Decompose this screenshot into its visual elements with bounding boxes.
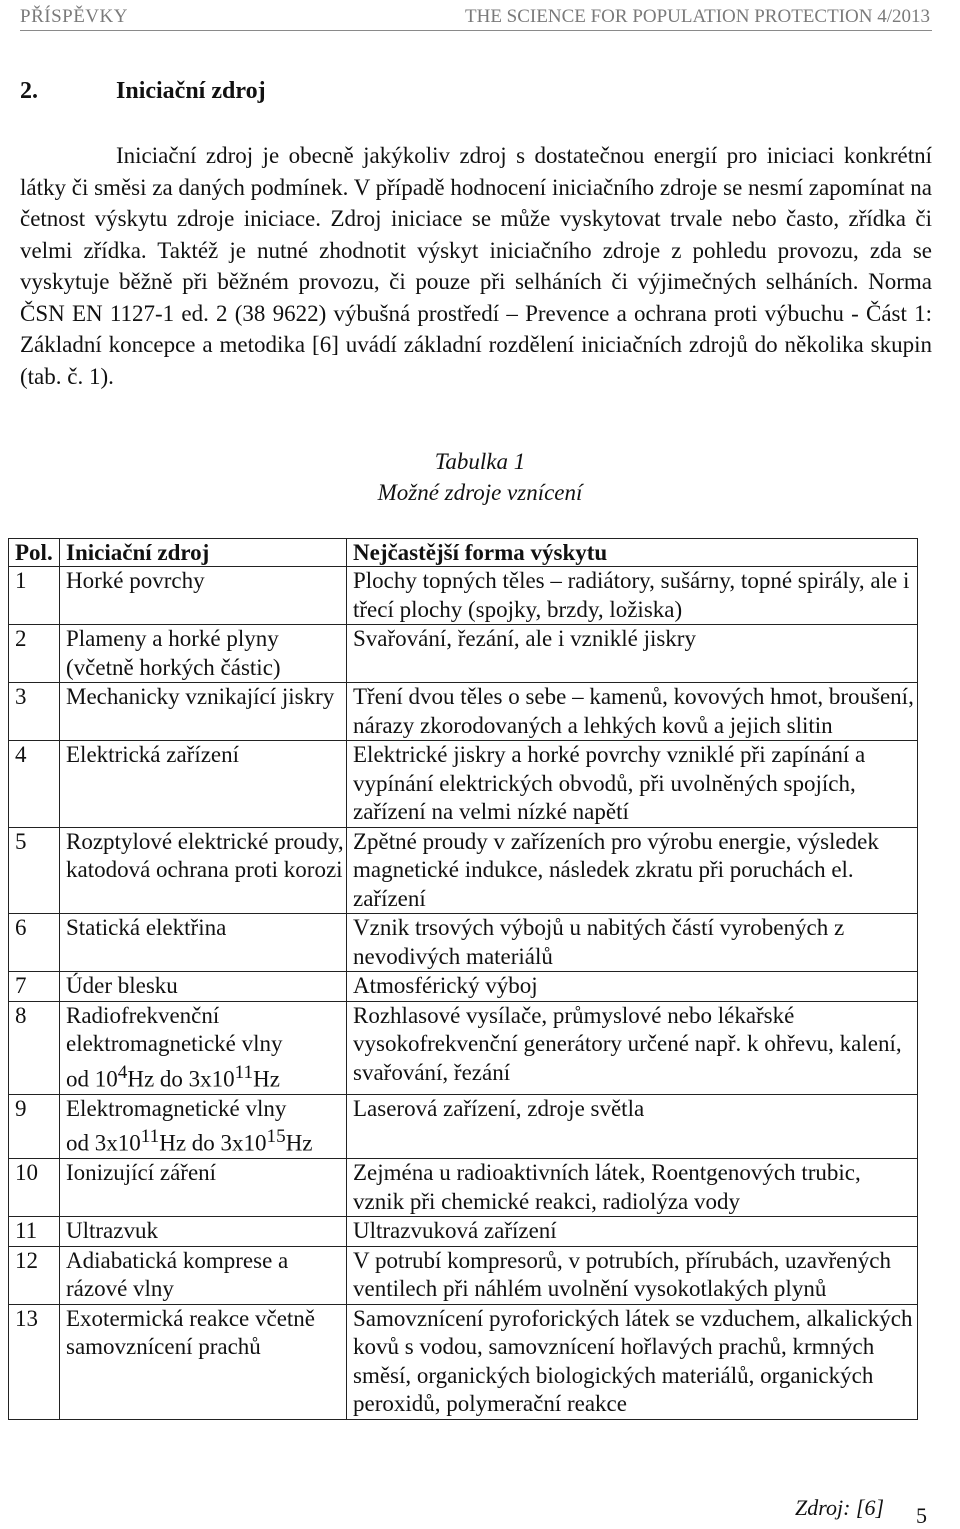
range-prefix: od 3x10 [66,1130,141,1156]
row-form: Elektrické jiskry a horké povrchy vzniklé při zapínání a vypínání elektrických obvodů, při uvolněných spojích, zařízení na velmi nízké napětí [347,741,918,828]
row-source: Ultrazvuk [60,1217,347,1247]
range-prefix: od 10 [66,1066,118,1092]
range-suffix: Hz [253,1066,280,1092]
table-row [9,625,918,683]
row-form: Atmosférický výboj [347,972,918,1002]
row-source: Exotermická reakce včetně samovznícení prachů [60,1304,347,1419]
row-source: Horké povrchy [60,567,347,625]
row-form: Vznik trsových výbojů u nabitých částí vyrobených z nevodivých materiálů [347,914,918,972]
row-position: 2 [9,625,60,683]
table-row [9,972,918,1002]
table-row [9,1217,918,1247]
table-row [9,741,918,828]
row-position: 9 [9,1094,60,1159]
table-row [9,1001,918,1094]
table-number-caption: Tabulka 1 [434,449,526,474]
range-suffix: Hz [285,1130,313,1156]
body-paragraph [20,140,932,392]
source-line: Elektromagnetické vlny [66,1095,287,1121]
frequency-range [66,1123,346,1158]
header-journal-title: THE SCIENCE FOR POPULATION PROTECTION 4/2013 [465,6,930,27]
row-form: Svařování, řezání, ale i vzniklé jiskry [347,625,918,683]
row-position: 4 [9,741,60,828]
running-header [20,4,930,28]
range-middle: Hz do 3x10 [127,1066,235,1092]
row-form: Zpětné proudy v zařízeních pro výrobu energie, výsledek magnetické indukce, následek zkratu při poruchách el. zařízení [347,827,918,914]
row-source [60,1001,347,1094]
row-position: 7 [9,972,60,1002]
row-source: Adiabatická komprese a rázové vlny [60,1246,347,1304]
row-position: 10 [9,1159,60,1217]
row-form: Zejména u radioaktivních látek, Roentgenových trubic, vznik při chemické reakci, radiolýza vody [347,1159,918,1217]
row-source: Plameny a horké plyny (včetně horkých částic) [60,625,347,683]
table-row [9,1094,918,1159]
row-form: Tření dvou těles o sebe – kamenů, kovových hmot, broušení, nárazy zkorodovaných a lehkých kovů a jejich slitin [347,683,918,741]
header-ignition-source: Iniciační zdroj [60,539,347,567]
row-form: Plochy topných těles – radiátory, sušárny, topné spirály, ale i třecí plochy (spojky, brzdy, ložiska) [347,567,918,625]
row-source: Elektrická zařízení [60,741,347,828]
range-exponent: 15 [266,1126,286,1148]
row-source: Úder blesku [60,972,347,1002]
table-row [9,1159,918,1217]
table-row [9,914,918,972]
row-form: V potrubí kompresorů, v potrubích, přírubách, uzavřených ventilech při náhlém uvolnění vysokotlakých plynů [347,1246,918,1304]
row-source: Rozptylové elektrické proudy, katodová ochrana proti korozi [60,827,347,914]
source-line: elektromagnetické vlny [66,1031,283,1056]
table-source-note: Zdroj: [6] [795,1495,885,1520]
row-form: Rozhlasové vysílače, průmyslové nebo lékařské vysokofrekvenční generátory určené např. k ohřevu, kalení, svařování, řezání [347,1001,918,1094]
page-number: 5 [916,1503,927,1528]
section-heading [20,78,266,105]
header-section-label: PŘÍSPĚVKY [20,6,128,27]
section-title: Iniciační zdroj [116,78,266,104]
section-number: 2. [20,78,38,104]
frequency-range [66,1059,346,1094]
row-position: 12 [9,1246,60,1304]
ignition-sources-table [8,538,918,1420]
table-row [9,1304,918,1419]
header-position: Pol. [9,539,60,567]
table-row [9,567,918,625]
range-exponent: 11 [140,1126,160,1148]
range-exponent: 4 [117,1061,128,1083]
row-position: 1 [9,567,60,625]
table-row [9,827,918,914]
row-form: Laserová zařízení, zdroje světla [347,1094,918,1159]
row-form: Samovznícení pyroforických látek se vzduchem, alkalických kovů s vodou, samovznícení hořlavých prachů, krmných směsí, organických biologických materiálů, organických peroxidů, polymerační reakce [347,1304,918,1419]
range-middle: Hz do 3x10 [159,1130,267,1156]
table-row [9,683,918,741]
row-source [60,1094,347,1159]
row-position: 8 [9,1001,60,1094]
row-position: 3 [9,683,60,741]
source-line: Radiofrekvenční [66,1002,220,1028]
table-header-row [9,539,918,567]
row-source: Ionizující záření [60,1159,347,1217]
row-form: Ultrazvuková zařízení [347,1217,918,1247]
range-exponent: 11 [234,1061,254,1083]
row-position: 5 [9,827,60,914]
table-title-caption: Možné zdroje vznícení [377,480,583,505]
header-divider [20,30,932,31]
row-source: Statická elektřina [60,914,347,972]
table-row [9,1246,918,1304]
header-frequent-form: Nejčastější forma výskytu [347,539,918,567]
row-source: Mechanicky vznikající jiskry [60,683,347,741]
paragraph-text: Iniciační zdroj je obecně jakýkoliv zdroj s dostatečnou energií pro iniciaci konkrétní látky či směsi za daných podmínek. V případě hodnocení iniciačního zdroje se nesmí zapomínat na četnost výskytu zdroje iniciace. Zdroj iniciace se může vyskytovat trvale nebo často, zřídka či velmi zřídka. Taktéž je nutné zhodnotit výskyt iniciačního zdroje z pohledu provozu, zda se vyskytuje běžně při běžném provozu, či pouze při selháních či výjimečných selháních. Norma ČSN EN 1127-1 ed. 2 (38 9622) výbušná prostředí – Prevence a ochrana proti výbuchu - Část 1: Základní koncepce a metodika [6] uvádí základní rozdělení iniciačních zdrojů do několika skupin (tab. č. 1). [20,143,932,389]
row-position: 6 [9,914,60,972]
row-position: 11 [9,1217,60,1247]
row-position: 13 [9,1304,60,1419]
